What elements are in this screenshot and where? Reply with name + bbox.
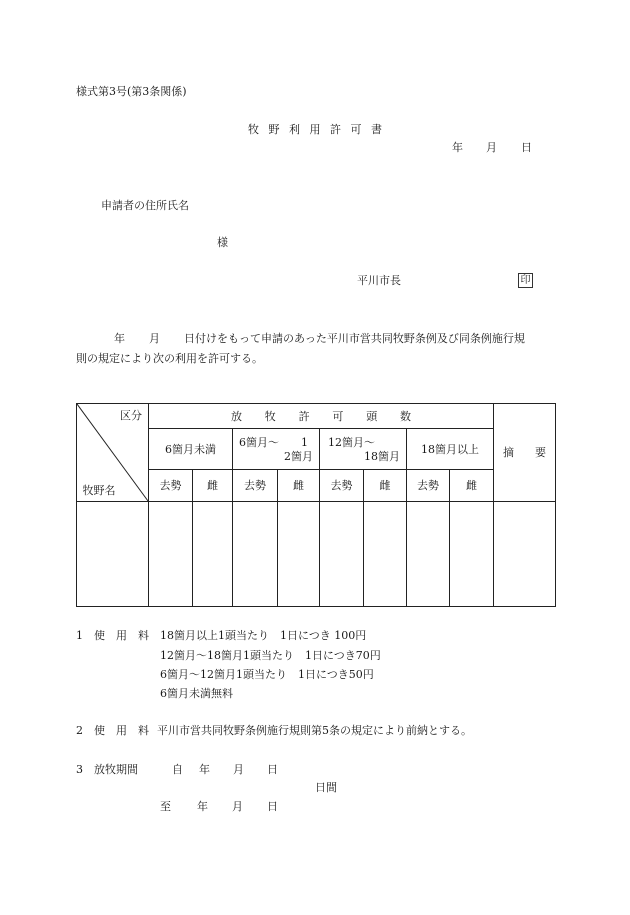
group-header-char: 許	[298, 409, 310, 423]
fee-line: 6箇月～12箇月1頭当たり 1日につき50円	[160, 668, 374, 681]
age-group-line2: 2箇月	[284, 449, 313, 463]
period-from-prefix: 自	[172, 763, 183, 776]
fee-line: 18箇月以上1頭当たり 1日につき 100円	[160, 629, 367, 642]
seal-icon: 印	[518, 273, 533, 288]
grazing-permit-table	[76, 403, 556, 607]
group-header-char: 頭	[366, 409, 378, 423]
period-from-day: 日	[267, 763, 278, 776]
remarks-char: 要	[535, 446, 546, 459]
fee-item2-label: 2 使 用 料	[76, 724, 149, 737]
fee-line: 6箇月未満無料	[160, 687, 233, 700]
sub-header-castrated: 去勢	[417, 479, 439, 492]
group-header-char: 数	[399, 409, 411, 423]
period-from-year: 年	[199, 763, 210, 776]
fee-item1-label: 1 使 用 料	[76, 629, 149, 642]
remarks-char: 摘	[503, 446, 514, 459]
title-char: 用	[309, 123, 321, 136]
date-year: 年	[452, 141, 463, 154]
group-header	[149, 404, 493, 428]
sub-header-female: 雌	[379, 479, 391, 492]
title-char: 利	[289, 123, 300, 136]
issuer-name: 平川市長	[357, 274, 401, 287]
title-char: 牧	[248, 123, 259, 136]
applicant-label: 申請者の住所氏名	[101, 199, 189, 212]
corner-top-label: 区分	[120, 408, 142, 422]
age-group-header: 6箇月未満	[165, 442, 216, 456]
fee-item2-text: 平川市営共同牧野条例施行規則第5条の規定により前納とする。	[157, 724, 472, 737]
grazing-period-label: 3 放牧期間	[76, 763, 138, 776]
document-title	[0, 124, 630, 135]
age-group-line1: 6箇月～ 1	[239, 435, 308, 449]
age-group-header	[320, 429, 406, 469]
date-month: 月	[486, 141, 497, 154]
period-to-year: 年	[197, 800, 208, 813]
sub-header-female: 雌	[293, 479, 304, 492]
body-month: 月	[149, 332, 160, 345]
body-line1: 日付けをもって申請のあった平川市営共同牧野条例及び同条例施行規	[184, 332, 525, 345]
period-to-day: 日	[267, 800, 278, 813]
age-group-line2: 18箇月	[364, 449, 400, 463]
title-char: 野	[268, 123, 280, 136]
sub-header-castrated: 去勢	[244, 479, 266, 492]
group-header-char: 放	[231, 409, 242, 423]
form-number: 様式第3号(第3条関係)	[76, 85, 187, 98]
period-days-label: 日間	[315, 781, 337, 794]
age-group-line1: 12箇月～	[328, 435, 375, 449]
period-from-month: 月	[233, 763, 244, 776]
honorific: 様	[217, 236, 228, 249]
sub-header-female: 雌	[207, 479, 218, 492]
sub-header-castrated: 去勢	[159, 479, 182, 492]
body-line2: 則の規定により次の利用を許可する。	[76, 352, 263, 365]
title-char: 可	[350, 123, 362, 136]
period-to-month: 月	[232, 800, 243, 813]
body-year: 年	[114, 332, 125, 345]
title-char: 書	[371, 123, 382, 136]
sub-header-castrated: 去勢	[330, 479, 353, 492]
group-header-char: 牧	[264, 409, 276, 423]
permission-statement	[76, 329, 562, 369]
title-char: 許	[330, 123, 341, 136]
sub-header-female: 雌	[466, 479, 477, 492]
fee-line: 12箇月～18箇月1頭当たり 1日につき70円	[160, 649, 381, 662]
date-day: 日	[521, 141, 532, 154]
period-to-prefix: 至	[160, 800, 171, 813]
corner-bottom-label: 牧野名	[82, 483, 116, 497]
age-group-header: 18箇月以上	[421, 442, 479, 456]
age-group-header	[233, 429, 319, 469]
group-header-char: 可	[332, 409, 344, 423]
remarks-header	[494, 404, 555, 501]
